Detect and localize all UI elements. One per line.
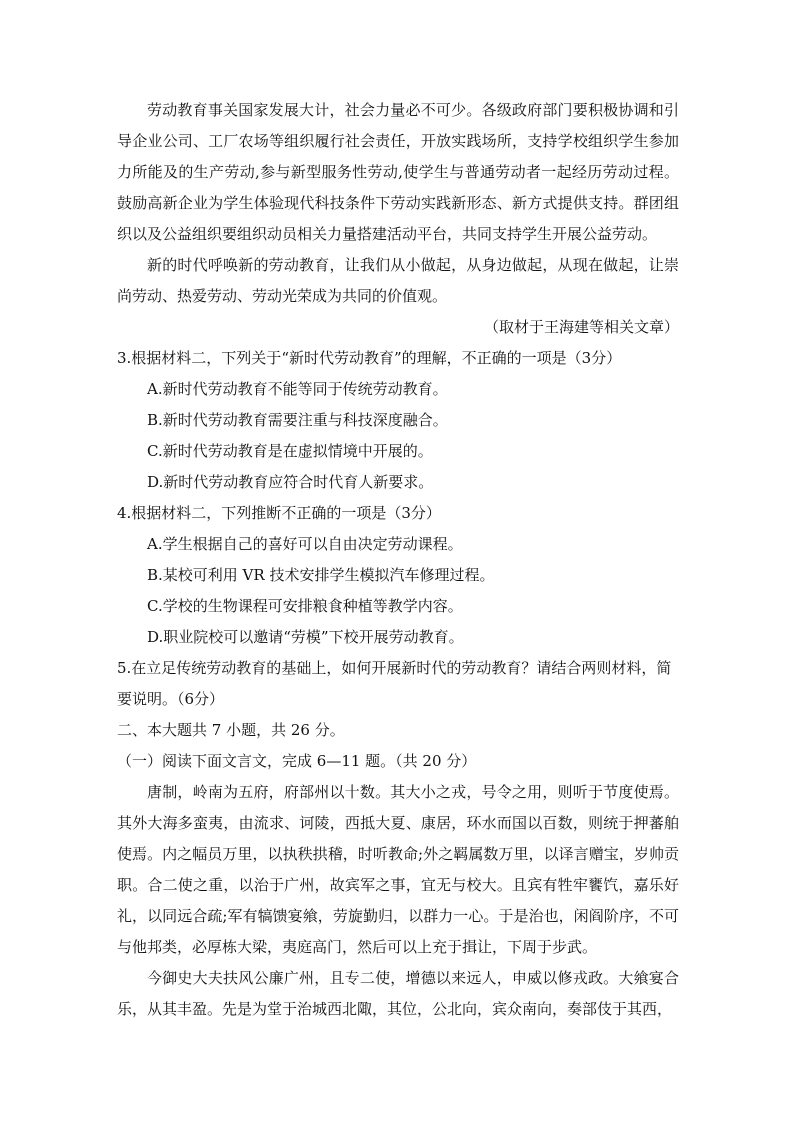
- question-option: C.学校的生物课程可安排粮食种植等教学内容。: [147, 597, 463, 615]
- question-stem: 5.在立足传统劳动教育的基础上，如何开展新时代的劳动教育？请结合两则材料，简要说明。（6分）: [117, 659, 672, 708]
- section-subheading: （一）阅读下面文言文，完成 6—11 题。（共 20 分）: [117, 752, 477, 770]
- question-option: D.职业院校可以邀请“劳模”下校开展劳动教育。: [147, 628, 464, 646]
- question-4: [117, 498, 679, 653]
- material-paragraph: 新的时代呼唤新的劳动教育，让我们从小做起，从身边做起，从现在做起，让崇尚劳动、热爱劳动、劳动光荣成为共同的价值观。: [117, 256, 679, 305]
- section-heading: 二、本大题共 7 小题，共 26 分。: [117, 721, 345, 739]
- source-citation: （取材于王海建等相关文章）: [483, 318, 679, 336]
- question-option: B.新时代劳动教育需要注重与科技深度融合。: [147, 411, 448, 429]
- classical-paragraph: 今御史大夫扶风公廉广州，且专二使，增德以来远人，申威以修戎政。大飨宴合乐，从其丰盈。先是为堂于治城西北陬，其位，公北向，宾众南向，奏部伎于其西，: [117, 969, 679, 1018]
- material-paragraph: 劳动教育事关国家发展大计，社会力量必不可少。各级政府部门要积极协调和引导企业公司、工厂农场等组织履行社会责任，开放实践场所，支持学校组织学生参加力所能及的生产劳动,参与新型服务性劳动,使学生与普通劳动者一起经历劳动过程。鼓励高新企业为学生体验现代科技条件下劳动实践新形态、新方式提供支持。群团组织以及公益组织要组织动员相关力量搭建活动平台，共同支持学生开展公益劳动。: [117, 101, 679, 243]
- question-stem: 3.根据材料二，下列关于“新时代劳动教育”的理解，不正确的一项是（3分）: [117, 349, 622, 367]
- question-stem: 4.根据材料二，下列推断不正确的一项是（3分）: [117, 504, 441, 522]
- question-5: [117, 653, 679, 715]
- classical-paragraph: 唐制，岭南为五府，府部州以十数。其大小之戎，号令之用，则听于节度使焉。其外大海多蛮夷，由流求、诃陵，西抵大夏、康居，环水而国以百数，则统于押蕃舶使焉。内之幅员万里，以执秩拱稽，时听教命;外之羁属数万里，以译言赠宝，岁帅贡职。合二使之重，以治于广州，故宾军之事，宜无与校大。且宾有牲牢饔饩，嘉乐好礼，以同远合疏;军有犒馈宴飨，劳旋勤归，以群力一心。于是治也，闲阎阶序，不可与他邦类，必厚栋大梁，夷庭高门，然后可以上充于揖让，下周于步武。: [117, 783, 679, 956]
- question-option: B.某校可利用 VR 技术安排学生模拟汽车修理过程。: [147, 566, 495, 584]
- question-3: [117, 343, 679, 498]
- question-option: A.学生根据自己的喜好可以自由决定劳动课程。: [147, 535, 463, 553]
- question-option: C.新时代劳动教育是在虚拟情境中开展的。: [147, 442, 433, 460]
- document-page: [117, 95, 679, 1025]
- question-option: D.新时代劳动教育应符合时代育人新要求。: [147, 473, 434, 491]
- question-option: A.新时代劳动教育不能等同于传统劳动教育。: [147, 380, 448, 398]
